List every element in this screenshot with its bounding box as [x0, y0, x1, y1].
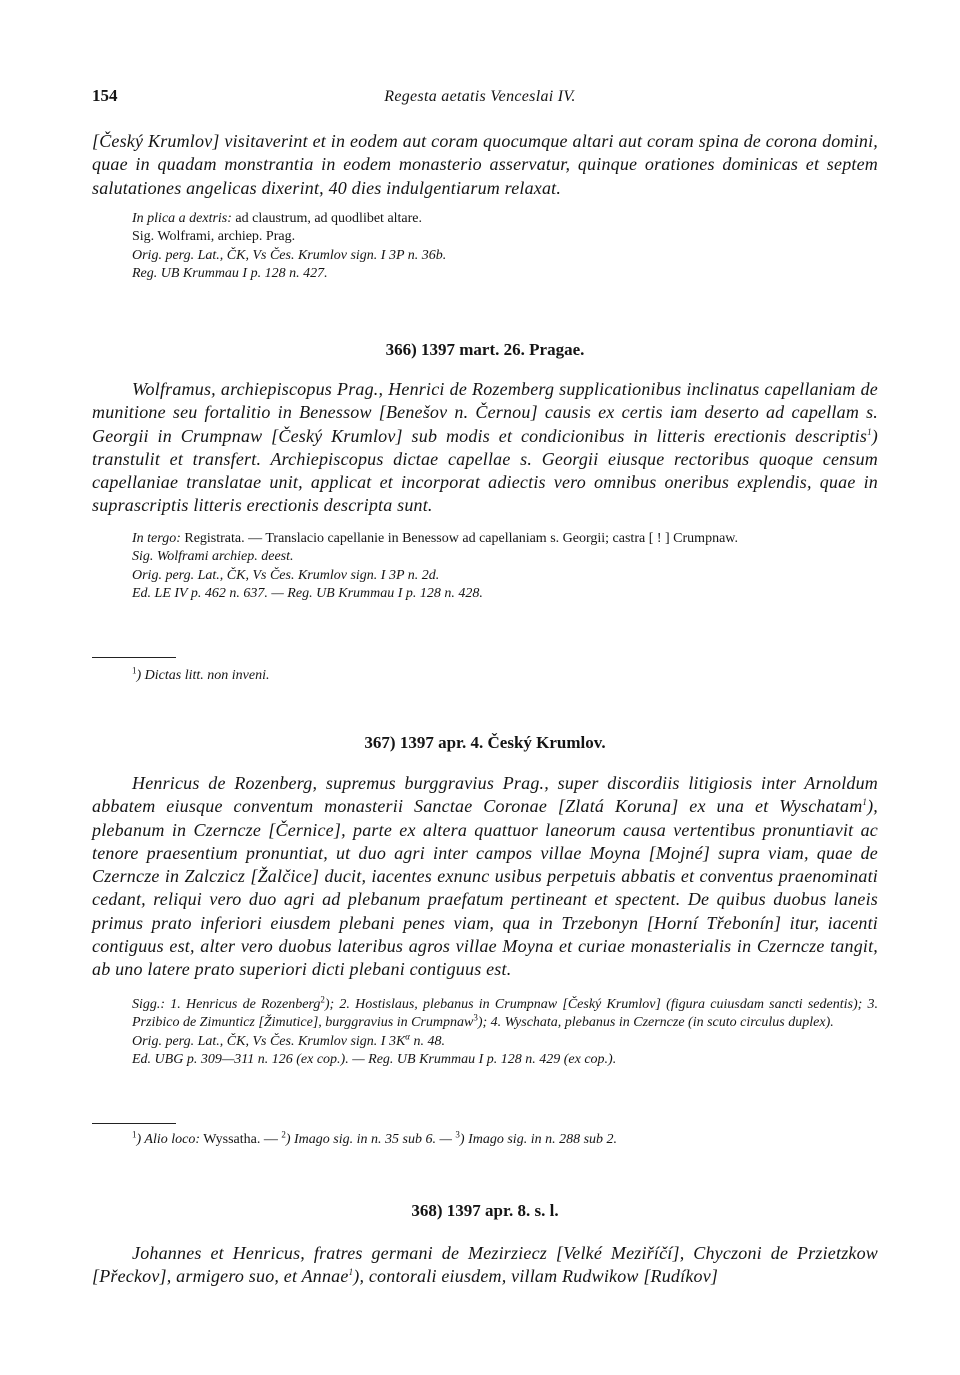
entry-365-continuation: [92, 130, 878, 284]
entry-367: [92, 772, 878, 1070]
footnote-text: ) Dictas litt. non inveni.: [136, 668, 270, 683]
footnote-mark: 2: [281, 1129, 286, 1140]
entry-366-heading: 366) 1397 mart. 26. Pragae.: [385, 340, 585, 359]
footnote-text: Wyssatha. —: [200, 1132, 282, 1147]
plica-label: In plica a dextris:: [132, 210, 232, 226]
seal-note: Sig. Wolframi archiep. deest.: [132, 549, 294, 565]
original-note: [92, 1033, 878, 1052]
footnote-text: ) Imago sig. in n. 288 sub 2.: [459, 1132, 618, 1147]
entry-366-text: [92, 378, 878, 518]
seal-note: Sig. Wolframi, archiep. Prag.: [132, 229, 296, 245]
page-number: 154: [92, 86, 118, 105]
entry-366-text-part: Wolframus, archiepiscopus Prag., Henrici de Rozemberg supplicationibus inclinatus capellaniam de munitione seu fortalitio in Benessow [Benešov n. Černou] causis ex certis iam deserto ad capellam s. Georgii in Crumpnaw [Český Krumlov] sub modis et condicionibus in litteris erectionis descriptis: [92, 379, 878, 446]
footnote: [132, 665, 878, 684]
footnote-mark: 3: [455, 1129, 460, 1140]
original-note: Orig. perg. Lat., ČK, Vs Čes. Krumlov sign. I 3P n. 36b.: [132, 247, 447, 263]
entry-366: [92, 378, 878, 604]
tergo-text: Registrata. — Translacio capellanie in Benessow ad capellaniam s. Georgii; castra [ ! ] Crumpnaw.: [180, 530, 738, 546]
footnote-ref: 2: [320, 994, 325, 1005]
edition-note: Ed. UBG p. 309—311 n. 126 (ex cop.). — Reg. UB Krummau I p. 128 n. 429 (ex cop.).: [132, 1052, 617, 1068]
entry-367-text-part: Henricus de Rozenberg, supremus burggravius Prag., super discordiis litigiosis inter Arnoldum abbatem eiusque conventum monasterii Sanctae Coronae [Zlatá Koruna] ex una et Wyschatam: [92, 773, 878, 817]
footnote-ref: 3: [473, 1012, 478, 1023]
footnote-text: ) Imago sig. in n. 35 sub 6. —: [285, 1132, 456, 1147]
plica-text: ad claustrum, ad quodlibet altare.: [231, 210, 423, 226]
footnote-ref: 1: [867, 426, 872, 437]
page-header: [92, 86, 868, 108]
entry-366-text-part: ) transtulit et transfert. Archiepiscopus dictae capellae s. Georgii eiusque rectoribus quoque censum capellaniae translatae unit, applicat et incorporat adiectis vero omnibus oneribus explendis, quae in suprascriptis litteris erectionis descripta sunt.: [92, 425, 878, 516]
footnote-rule: [92, 1123, 176, 1124]
footnote-mark: 1: [132, 665, 137, 676]
entry-365-text: [Český Krumlov] visitaverint et in eodem aut coram quocumque altari aut coram spina de corona domini, quae in quadam monstrantia in eodem monasterio asservatur, quinque orationes dominicas et septem salutationes angelicas dixerint, 40 dies indulgentiarum relaxat.: [92, 131, 878, 198]
superscript: α: [405, 1031, 411, 1042]
entry-367-text: [92, 772, 878, 982]
seals-note: [92, 996, 878, 1033]
entry-368-text: [92, 1242, 878, 1289]
original-text-part: Orig. perg. Lat., ČK, Vs Čes. Krumlov sign. I 3K: [132, 1033, 406, 1049]
seals-text-part: Sigg.: 1. Henricus de Rozenberg: [132, 996, 321, 1012]
plica-note: [92, 210, 878, 229]
entry-368-text-part: Johannes et Henricus, fratres germani de Mezirziecz [Velké Meziříčí], Chyczoni de Przietzkow [Přeckov], armigero suo, et Annae: [92, 1243, 878, 1287]
register-note: Reg. UB Krummau I p. 128 n. 427.: [132, 266, 328, 282]
entry-367-heading: 367) 1397 apr. 4. Český Krumlov.: [364, 733, 606, 752]
entry-367-text-part: ), plebanum in Czerncze [Černice], parte ex altera quattuor laneorum causa vertentibus pronuntiavit ac tenore praesentium pronuntiat, ut duo agri inter campos villae Moyna [Mojné] supra viam, quae de Czerncze in Zalczicz [Žalčice] ducit, iacentes exnunc usibus perpetuis abbatis et conventus praenominati cedant, reliqui vero duo agri ad plebanum praefatum pertineant et spectent. De quibus duobus laneis primus prato inferiori eiusdem plebani penes viam, qua in Trzebonyn [Horní Třebonín] itur, iacenti contiguus est, alter vero duobus lateribus agros villae Moyna et curiae monasterialis in Czerncze tangit, ab uno latere prato superiori dicti plebani contiguus est.: [92, 796, 878, 980]
entry-368-text-part: ), contorali eiusdem, villam Rudwikow [Rudíkov]: [353, 1266, 719, 1287]
footnote-mark: 1: [132, 1129, 137, 1140]
entry-368: [92, 1242, 878, 1289]
tergo-label: In tergo:: [132, 530, 181, 546]
running-title: Regesta aetatis Venceslai IV.: [384, 88, 576, 105]
footnote-ref: 1: [862, 797, 868, 808]
footnote-rule: [92, 657, 176, 658]
original-note: Orig. perg. Lat., ČK, Vs Čes. Krumlov sign. I 3P n. 2d.: [132, 567, 440, 583]
edition-note: Ed. LE IV p. 462 n. 637. — Reg. UB Krummau I p. 128 n. 428.: [132, 586, 483, 602]
footnote-ref: 1: [348, 1267, 354, 1278]
footnotes: [132, 1129, 878, 1148]
original-text-part: n. 48.: [410, 1033, 446, 1049]
seals-text-part: ); 4. Wyschata, plebanus in Czerncze (in scuto circulus duplex).: [477, 1015, 834, 1031]
footnote-label: ) Alio loco:: [136, 1132, 201, 1147]
entry-368-heading: 368) 1397 apr. 8. s. l.: [411, 1201, 559, 1220]
tergo-note: [92, 530, 878, 549]
seals-text-part: ); 2. Hostislaus, plebanus in Crumpnaw [Český Krumlov] (figura cuiusdam sancti sedentis); 3. Przibico de Zimunticz [Žimutice], burggravius in Crumpnaw: [132, 996, 878, 1031]
